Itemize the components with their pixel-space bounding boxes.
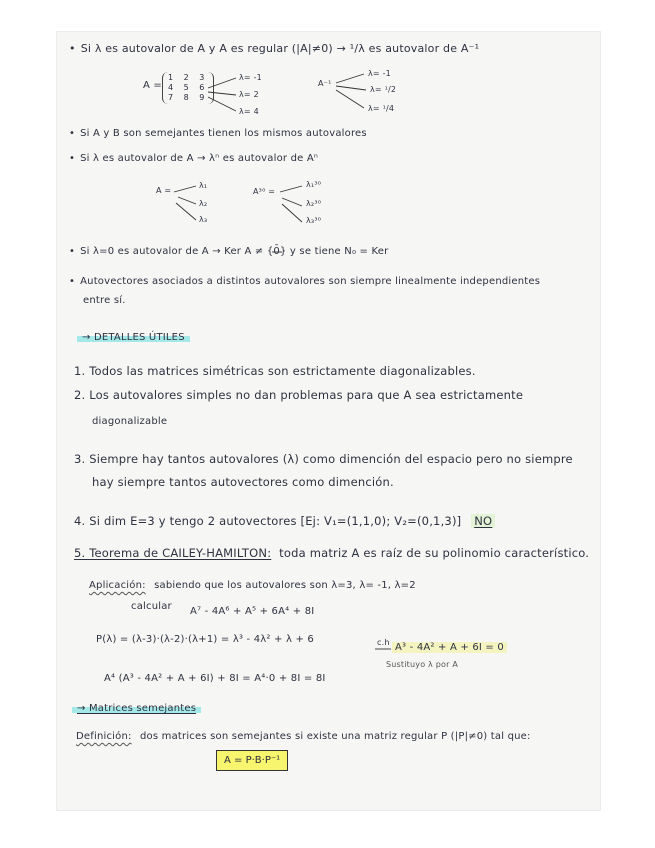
arrow xyxy=(178,197,196,204)
detail-item-4 xyxy=(74,514,495,528)
detail-item-3-cont: hay siempre tantos autovectores como dimención. xyxy=(92,475,394,489)
eigenvalue: λ₃ xyxy=(199,215,208,224)
substitution-note: Sustituyo λ por A xyxy=(386,660,459,669)
property-independent-eigenvectors-cont: entre sí. xyxy=(83,295,126,306)
arrow xyxy=(282,204,302,222)
section-heading-semejantes xyxy=(72,703,201,714)
eigenvalue-power: λ₁³⁰ xyxy=(306,180,322,189)
application-label: Aplicación: xyxy=(89,580,146,591)
definition-label: Definición: xyxy=(76,731,132,742)
definition-text: dos matrices son semejantes si existe una matriz regular P (|P|≠0) tal que: xyxy=(139,731,531,742)
detail-item-2-cont: diagonalizable xyxy=(92,416,168,427)
eigenvalue: λ= ¹/2 xyxy=(370,85,397,94)
arrow xyxy=(282,198,302,206)
polynomial-result xyxy=(392,642,507,653)
detail-item-4-answer: NO xyxy=(471,514,495,528)
detail-item-1: 1. Todos las matrices simétricas son estrictamente diagonalizables. xyxy=(74,364,476,378)
arrow xyxy=(208,97,236,111)
matrix-a-label: A = xyxy=(156,186,172,195)
eigenvalue: λ₁ xyxy=(199,181,208,190)
detail-item-3: 3. Siempre hay tantos autovalores (λ) como dimención del espacio pero no siempre xyxy=(74,452,573,466)
polynomial-result-text: A³ - 4A² + A + 6I = 0 xyxy=(392,642,507,653)
arrow xyxy=(176,203,196,220)
matrix-power-label: A³⁰ = xyxy=(253,187,276,196)
calc-expression: A⁷ - 4A⁶ + A⁵ + 6A⁴ + 8I xyxy=(190,606,315,617)
characteristic-polynomial: P(λ) = (λ-3)·(λ-2)·(λ+1) = λ³ - 4λ² + λ + 6 xyxy=(96,634,314,645)
final-expression: A⁴ (A³ - 4A² + A + 6I) + 8I = A⁴·0 + 8I = 8I xyxy=(104,673,326,684)
eigenvalue: λ= -1 xyxy=(368,69,391,78)
detail-item-2: 2. Los autovalores simples no dan problemas para que A sea estrictamente xyxy=(74,388,524,402)
arrow xyxy=(336,90,364,108)
matrix-a-label: A = xyxy=(143,80,162,91)
arrow xyxy=(208,92,236,95)
definition-line xyxy=(76,731,531,742)
application-text: sabiendo que los autovalores son λ=3, λ= -1, λ=2 xyxy=(154,580,416,591)
inverse-matrix-label: A⁻¹ xyxy=(318,79,332,88)
similarity-formula-box: A = P·B·P⁻¹ xyxy=(216,750,288,771)
eigenvalue: λ= 2 xyxy=(239,90,259,99)
application-line xyxy=(89,580,416,591)
theorem-name: 5. Teorema de CAILEY-HAMILTON: xyxy=(74,546,272,560)
arrow xyxy=(336,74,364,83)
detail-item-4-text: 4. Si dim E=3 y tengo 2 autovectores [Ej: V₁=(1,1,0); V₂=(0,1,3)] xyxy=(74,514,462,528)
property-zero-eigenvalue: • Si λ=0 es autovalor de A → Ker A ≠ {0̄} y se tiene N₀ = Ker xyxy=(69,246,388,257)
matrix-row: 7 8 9 xyxy=(168,93,209,102)
property-independent-eigenvectors: • Autovectores asociados a distintos autovalores son siempre linealmente independientes xyxy=(69,276,540,287)
eigenvalue: λ₂ xyxy=(199,199,208,208)
arrow xyxy=(208,78,236,88)
matrix-row: 4 5 6 xyxy=(168,83,209,92)
arrow xyxy=(280,186,302,192)
detail-item-5 xyxy=(74,546,589,560)
heading-text: → Matrices semejantes xyxy=(72,703,201,714)
heading-text: → DETALLES ÚTILES xyxy=(77,332,190,343)
section-heading-detalles xyxy=(77,332,190,343)
arrow xyxy=(174,186,196,192)
theorem-statement: toda matriz A es raíz de su polinomio característico. xyxy=(279,546,590,560)
eigenvalue-power: λ₃³⁰ xyxy=(306,216,322,225)
eigenvalue-power: λ₂³⁰ xyxy=(306,199,322,208)
eigenvalue: λ= 4 xyxy=(239,107,259,116)
calc-label: calcular xyxy=(131,601,172,612)
property-inverse-eigenvalue: • Si λ es autovalor de A y A es regular (|A|≠0) → ¹/λ es autovalor de A⁻¹ xyxy=(69,42,479,55)
property-power-eigenvalue: • Si λ es autovalor de A → λⁿ es autovalor de Aⁿ xyxy=(69,153,318,164)
eigenvalue: λ= -1 xyxy=(239,73,262,82)
eigenvalue: λ= ¹/4 xyxy=(368,104,395,113)
matrix-row: 1 2 3 xyxy=(168,73,209,82)
theorem-arrow-label: c.h xyxy=(377,638,390,647)
property-similar-matrices: • Si A y B son semejantes tienen los mismos autovalores xyxy=(69,128,367,139)
arrow xyxy=(336,86,366,90)
